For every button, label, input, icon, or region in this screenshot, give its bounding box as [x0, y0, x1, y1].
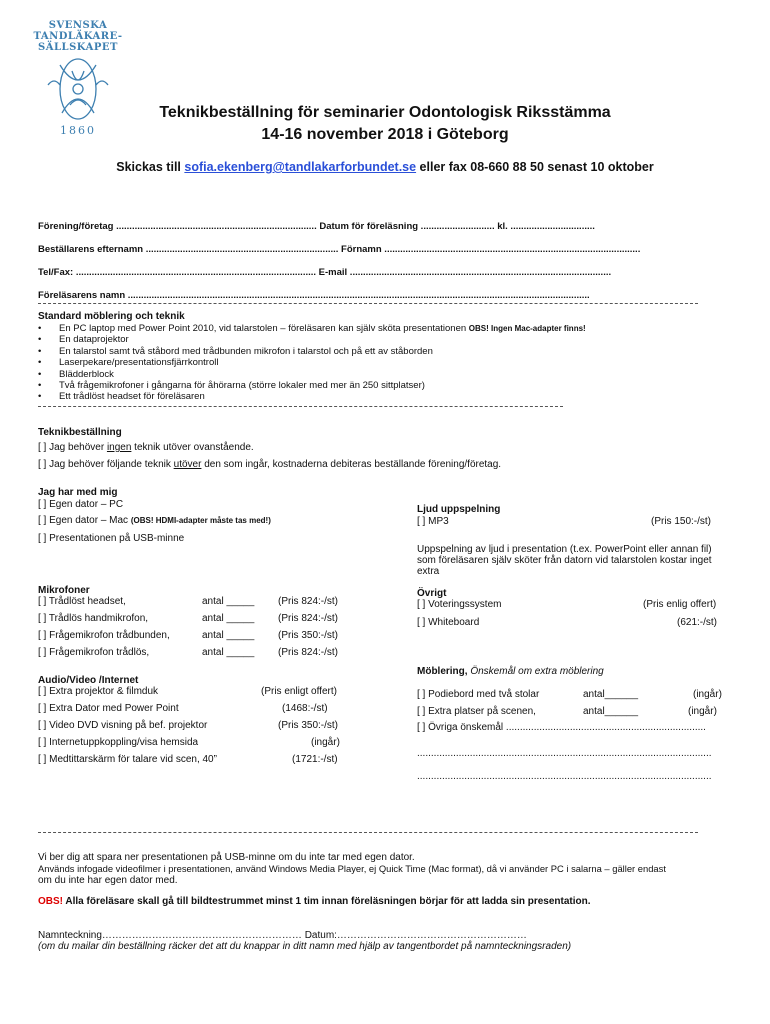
ovriga-onskemal-field[interactable]: [ ] Övriga önskemål ........................................................................: [417, 722, 706, 733]
mic-antal[interactable]: antal _____: [202, 613, 255, 624]
mic-price: (Pris 824:-/st): [278, 613, 339, 624]
ovrigt-price: (Pris enlig offert): [643, 599, 717, 610]
item-text: En PC laptop med Power Point 2010, vid talarstolen – föreläsaren kan själv sköta presentationen: [59, 323, 467, 334]
text: Önskemål om extra möblering: [467, 666, 604, 677]
own-mac-checkbox[interactable]: [38, 515, 271, 526]
mikrofoner-heading: Mikrofoner: [38, 585, 90, 596]
standard-heading: Standard möblering och teknik: [38, 311, 185, 322]
mac-adapter-note: OBS! Ingen Mac-adapter finns!: [468, 324, 586, 333]
signature-note: (om du mailar din beställning räcker det att du knappar in ditt namn med hjälp av tangentbordet på namnteckningsraden): [38, 941, 572, 952]
extra-tech-option[interactable]: [38, 459, 501, 470]
moblering-price: (ingår): [693, 689, 722, 700]
list-item: • Laserpekare/presentationsfjärrkontroll: [38, 357, 586, 368]
obs-label: OBS!: [38, 896, 63, 907]
av-item[interactable]: [ ] Internetuppkoppling/visa hemsida: [38, 737, 199, 748]
logo-line: TANDLÄKARE-: [33, 31, 123, 42]
mp3-price: (Pris 150:-/st): [651, 516, 712, 527]
send-suffix: eller fax 08-660 88 50 senast 10 oktober: [416, 160, 654, 174]
form-subtitle: 14-16 november 2018 i Göteborg: [261, 126, 509, 143]
mic-antal[interactable]: antal _____: [202, 647, 255, 658]
text: Alla föreläsare skall gå till bildtestrummet minst 1 tim innan föreläsningen börjar för att ladda sin presentation.: [63, 896, 591, 907]
mp3-checkbox[interactable]: [ ] MP3: [417, 516, 449, 527]
send-instructions: [0, 160, 770, 174]
text: [ ] Jag behöver följande teknik: [38, 459, 174, 470]
av-price: (1468:-/st): [282, 703, 328, 714]
ovrigt-item[interactable]: [ ] Voteringssystem: [417, 599, 502, 610]
av-price: (ingår): [311, 737, 340, 748]
mic-item[interactable]: [ ] Trådlöst headset,: [38, 596, 126, 607]
ljud-desc: Uppspelning av ljud i presentation (t.ex. PowerPoint eller annan fil): [417, 544, 712, 555]
mic-antal[interactable]: antal _____: [202, 630, 255, 641]
av-item[interactable]: [ ] Extra Dator med Power Point: [38, 703, 179, 714]
own-pc-checkbox[interactable]: [ ] Egen dator – PC: [38, 499, 124, 510]
ljud-desc: extra: [417, 566, 440, 577]
mic-price: (Pris 350:-/st): [278, 630, 339, 641]
list-item: • Blädderblock: [38, 369, 586, 380]
harmed-heading: Jag har med mig: [38, 487, 118, 498]
divider: [38, 303, 698, 304]
no-extra-tech-option[interactable]: [38, 442, 254, 453]
logo-line: SÄLLSKAPET: [38, 42, 118, 53]
field-bestallare[interactable]: Beställarens efternamn ......................................................................... Förnamn .................................................................................................: [38, 244, 641, 255]
footer-text: om du inte har egen dator med.: [38, 875, 178, 886]
field-forelasare[interactable]: Föreläsarens namn ...............................................................................................................................................................................: [38, 290, 590, 301]
usb-checkbox[interactable]: [ ] Presentationen på USB-minne: [38, 533, 185, 544]
mic-price: (Pris 824:-/st): [278, 596, 339, 607]
email-link[interactable]: sofia.ekenberg@tandlakarforbundet.se: [184, 160, 417, 174]
list-item: [38, 323, 586, 334]
mic-item[interactable]: [ ] Frågemikrofon trådlös,: [38, 647, 150, 658]
text: teknik utöver ovanstående.: [131, 442, 254, 453]
dotted-line[interactable]: ..........................................................................................................: [417, 771, 712, 782]
field-forening[interactable]: Förening/företag ............................................................................ Datum för föreläsning ............................ kl. ................................: [38, 221, 595, 232]
text: Möblering,: [417, 666, 468, 677]
list-item: • En talarstol samt två ståbord med trådbunden mikrofon i talarstol och på ett av ståborden: [38, 346, 586, 357]
av-heading: Audio/Video /Internet: [38, 675, 139, 686]
mic-price: (Pris 824:-/st): [278, 647, 339, 658]
av-item[interactable]: [ ] Extra projektor & filmduk: [38, 686, 159, 697]
moblering-antal[interactable]: antal______: [583, 689, 639, 700]
divider: [38, 832, 698, 833]
mic-antal[interactable]: antal _____: [202, 596, 255, 607]
ovrigt-heading: Övrigt: [417, 588, 447, 599]
list-item: • Två frågemikrofoner i gångarna för åhörarna (större lokaler med mer än 250 sittplatser): [38, 380, 586, 391]
text: utöver: [173, 459, 202, 470]
divider: [38, 406, 563, 407]
av-item[interactable]: [ ] Medtittarskärm för talare vid scen, 40”: [38, 754, 217, 765]
logo-wordmark: [28, 20, 128, 53]
signature-line[interactable]: Namnteckning…………………………………………………… Datum:…………………………………………………: [38, 930, 527, 941]
teknik-heading: Teknikbeställning: [38, 427, 122, 438]
ljud-heading: Ljud uppspelning: [417, 504, 501, 515]
ovrigt-price: (621:-/st): [677, 617, 718, 628]
list-item: • Ett trådlöst headset för föreläsaren: [38, 391, 586, 402]
text: [ ] Egen dator – Mac: [38, 515, 129, 526]
list-item: • En dataprojektor: [38, 334, 586, 345]
dotted-line[interactable]: ..........................................................................................................: [417, 748, 712, 759]
ovrigt-item[interactable]: [ ] Whiteboard: [417, 617, 480, 628]
ljud-desc: som föreläsaren själv sköter från datorn vid talarstolen kostar inget: [417, 555, 712, 566]
send-prefix: Skickas till: [116, 160, 185, 174]
footer-text: Används infogade videofilmer i presentationen, använd Windows Media Player, ej Quick Time (Mac format), då vi använder PC i salarna – gäller endast: [38, 863, 666, 874]
moblering-item[interactable]: [ ] Extra platser på scenen,: [417, 706, 536, 717]
form-title: Teknikbeställning för seminarier Odontologisk Riksstämma: [159, 104, 611, 121]
mic-item[interactable]: [ ] Trådlös handmikrofon,: [38, 613, 149, 624]
moblering-item[interactable]: [ ] Podiebord med två stolar: [417, 689, 540, 700]
footer-text: Vi ber dig att spara ner presentationen på USB-minne om du inte tar med egen dator.: [38, 852, 415, 863]
logo-year: 1860: [60, 124, 96, 137]
obs-notice: [38, 896, 591, 907]
field-tel-email[interactable]: Tel/Fax: ........................................................................................... E-mail ...................................................................................................: [38, 267, 612, 278]
moblering-antal[interactable]: antal______: [583, 706, 639, 717]
av-price: (1721:-/st): [292, 754, 338, 765]
av-price: (Pris 350:-/st): [278, 720, 339, 731]
moblering-heading: [417, 666, 604, 677]
hdmi-note: (OBS! HDMI-adapter måste tas med!): [130, 516, 271, 525]
av-item[interactable]: [ ] Video DVD visning på bef. projektor: [38, 720, 208, 731]
mic-item[interactable]: [ ] Frågemikrofon trådbunden,: [38, 630, 170, 641]
text: ingen: [106, 442, 132, 453]
moblering-price: (ingår): [688, 706, 717, 717]
av-price: (Pris enligt offert): [261, 686, 337, 697]
standard-list: [38, 323, 586, 403]
logo-line: SVENSKA: [48, 20, 108, 31]
text: den som ingår, kostnaderna debiteras beställande förening/företag.: [201, 459, 502, 470]
text: [ ] Jag behöver: [38, 442, 107, 453]
